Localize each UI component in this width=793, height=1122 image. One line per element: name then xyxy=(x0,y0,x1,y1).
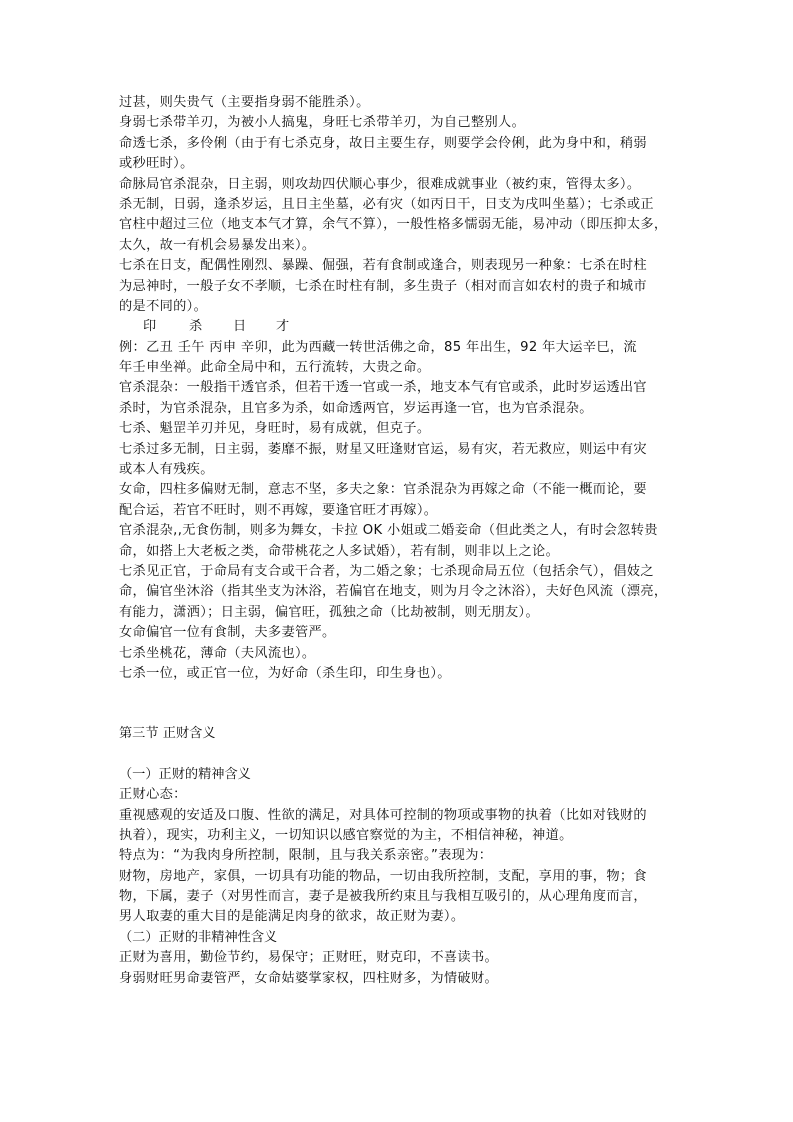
text-line: 杀无制，日弱，逢杀岁运，且日主坐墓，必有灾（如丙日干，日支为戌叫坐墓）；七杀或正 xyxy=(119,196,654,212)
text-line: 女命偏官一位有食制，夫多妻管严。 xyxy=(119,625,336,641)
text-line: 正财心态： xyxy=(119,787,187,803)
text-line: 正财为喜用，勤俭节约，易保守；正财旺，财克印，不喜读书。 xyxy=(119,950,499,966)
text-line: 配合运，若官不旺时，则不再嫁，要逢官旺才再嫁）。 xyxy=(119,502,438,518)
text-line: 执着），现实，功利主义，一切知识以感官察觉的为主，不相信神秘，神道。 xyxy=(119,827,573,843)
paragraph-block-subsection-2 xyxy=(119,948,679,989)
text-line: 命脉局官杀混杂，日主弱，则攻劫四伏顺心事少，很难成就事业（被约束，管得太多）。 xyxy=(119,176,641,192)
document-body xyxy=(119,93,679,989)
text-line: 女命，四柱多偏财无制，意志不坚，多夫之象：官杀混杂为再嫁之命（不能一概而论，要 xyxy=(119,482,647,498)
text-line: 过甚，则失贵气（主要指身弱不能胜杀）。 xyxy=(119,95,370,110)
pillar-label: 印 xyxy=(143,319,157,335)
text-line: 或本人有残疾。 xyxy=(119,462,214,478)
text-line: 特点为：“为我肉身所控制，限制，且与我关系亲密。”表现为： xyxy=(119,848,493,864)
text-line: 有能力，潇洒）；日主弱，偏官旺，孤独之命（比劫被制，则无朋友）。 xyxy=(119,604,539,620)
text-line: 或秒旺时）。 xyxy=(119,156,194,172)
pillar-label: 杀 xyxy=(189,319,203,335)
spacer xyxy=(119,745,679,765)
subsection-title: （二）正财的非精神性含义 xyxy=(119,929,278,945)
section-title: 第三节 正财含义 xyxy=(119,726,216,742)
text-line: 例：乙丑 壬午 丙申 辛卯，此为西藏一转世活佛之命，85 年出生，92 年大运辛巳，流 xyxy=(119,339,637,355)
text-line: 物，下属，妻子（对男性而言，妻子是被我所约束且与我相互吸引的，从心理角度而言， xyxy=(119,889,647,905)
text-line: 七杀、魁罡羊刃并见，身旺时，易有成就，但克子。 xyxy=(119,421,431,437)
text-line: 重视感观的安适及口腹、性欲的满足，对具体可控制的物项或事物的执着（比如对钱财的 xyxy=(119,807,647,823)
text-line: 命透七杀，多伶俐（由于有七杀克身，故日主要生存，则要学会伶俐，此为身中和，稍弱 xyxy=(119,135,647,151)
subsection-title: （一）正财的精神含义 xyxy=(119,766,251,782)
text-line: 太久，故一有机会易暴发出来）。 xyxy=(119,237,316,253)
text-line: 七杀过多无制，日主弱，萎靡不振，财星又旺逢财官运，易有灾，若无救应，则运中有灾 xyxy=(119,441,647,457)
text-line: 杀时，为官杀混杂，且官多为杀，如命透两官，岁运再逢一官，也为官杀混杂。 xyxy=(119,400,593,416)
text-line: 为忌神时，一般子女不孝顺，七杀在时柱有制，多生贵子（相对而言如农村的贵子和城市 xyxy=(119,278,647,294)
text-line: 身弱财旺男命妻管严，女命姑婆掌家权，四柱财多，为情破财。 xyxy=(119,970,499,986)
spacer xyxy=(119,684,679,724)
pillar-label: 日 xyxy=(233,319,247,335)
text-line: 七杀见正官，于命局有支合或干合者，为二婚之象；七杀现命局五位（包括余气），倡妓之 xyxy=(119,563,654,579)
text-line: 身弱七杀带羊刃，为被小人搞鬼，身旺七杀带羊刃，为自己整别人。 xyxy=(119,115,526,131)
pillar-row xyxy=(119,317,679,337)
paragraph-block-subsection-1 xyxy=(119,785,679,928)
text-line: 的是不同的）。 xyxy=(119,298,208,314)
text-line: 命，偏官坐沐浴（指其坐支为沐浴，若偏官在地支，则为月令之沐浴），夫好色风流（漂亮， xyxy=(119,584,668,600)
text-line: 年壬申坐禅。此命全局中和，五行流转，大贵之命。 xyxy=(119,360,431,376)
paragraph-block-top xyxy=(119,93,679,317)
text-line: 男人取妻的重大目的是能满足肉身的欲求，故正财为妻）。 xyxy=(119,909,465,925)
text-line: 命，如搭上大老板之类，命带桃花之人多试婚），若有制，则非以上之论。 xyxy=(119,543,560,559)
pillar-label: 才 xyxy=(276,319,290,335)
text-line: 七杀坐桃花，薄命（夫风流也）。 xyxy=(119,645,316,661)
text-line: 七杀一位，或正官一位，为好命（杀生印，印生身也）。 xyxy=(119,665,451,681)
text-line: 官杀混杂,,无食伤制，则多为舞女，卡拉 OK 小姐或二婚妾命（但此类之人，有时会忽转贵 xyxy=(119,523,658,539)
paragraph-block-middle xyxy=(119,338,679,685)
text-line: 官杀混杂：一般指干透官杀，但若干透一官或一杀，地支本气有官或杀，此时岁运透出官 xyxy=(119,380,647,396)
text-line: 官柱中超过三位（地支本气才算，余气不算），一般性格多懦弱无能，易冲动（即压抑太多， xyxy=(119,217,668,233)
text-line: 七杀在日支，配偶性刚烈、暴躁、倔强，若有食制或逢合，则表现另一种象：七杀在时柱 xyxy=(119,258,647,274)
text-line: 财物，房地产，家俱，一切具有功能的物品，一切由我所控制，支配，享用的事，物；食 xyxy=(119,868,647,884)
